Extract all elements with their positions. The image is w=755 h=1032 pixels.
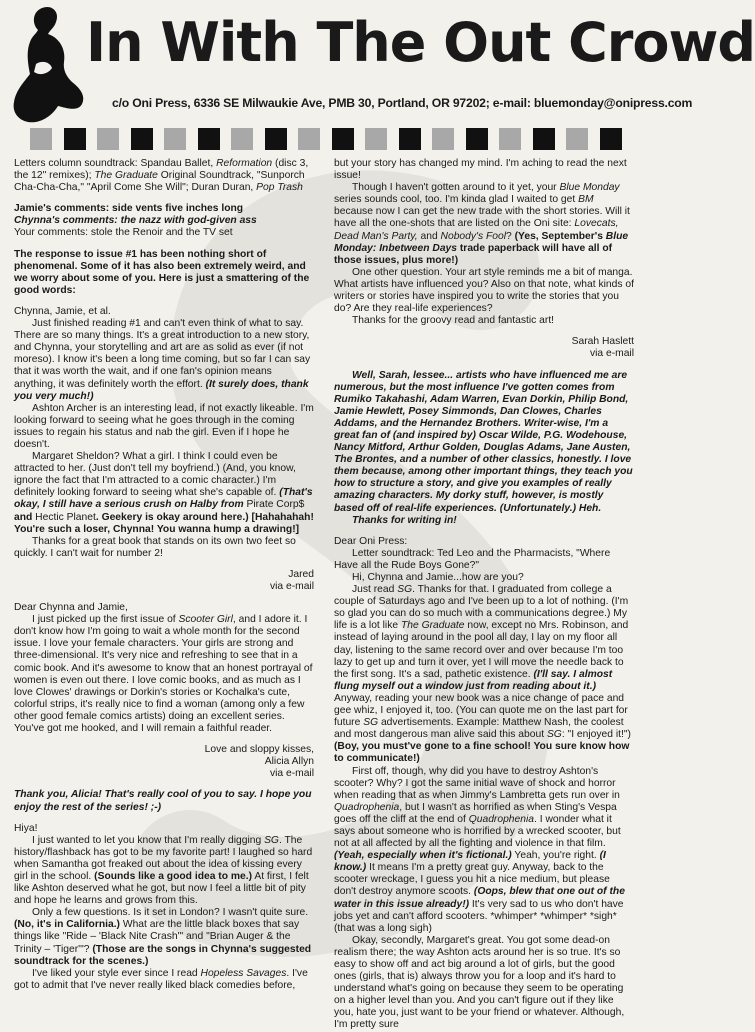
letter-paragraph: I just wanted to let you know that I'm really digging SG. The history/flashback has got to be my favorite part! I laughed so hard when Samantha got freaked out about the idea of kissing every girl in the school. (Sounds like a good idea to me.) At first, I felt like Ashton deserved what he got, but now I feel a little bit of pity and hope he learns and grows from this.: [14, 834, 313, 907]
letter-paragraph: Though I haven't gotten around to it yet, your Blue Monday series sounds cool, too. I'm kinda glad I waited to get BM because now I can get the new trade with the short stories. Will it have all the one-shots that are listed on the Oni site: Lovecats, Dead Man's Party, and Nobody's Fool? (Yes, September's Blue Monday: Inbetween Days trade paperback will have all of those issues, plus more!): [334, 182, 630, 266]
letter-paragraph: Only a few questions. Is it set in London? I wasn't quite sure. (No, it's in California.) What are the little black boxes that say things like "Ride – 'Black Nite Crash'" and "Brian Auger & the Trinity – 'Tiger'"? (Those are the songs in Chynna's suggested soundtrack for the scenes.): [14, 907, 312, 967]
letter-paragraph: Just finished reading #1 and can't even think of what to say. There are so many things. It's a great introduction to a new story, and Chynna, your storytelling and art are as solid as ever (if not moreso). I know it's been a long time coming, but so far I can say that it was worth the wait, and if one fan's opinion means anything, it was definitely worth the effort. (It surely does, thank you very much!): [14, 318, 311, 402]
left-column: [14, 158, 314, 992]
divider-square: [432, 128, 454, 150]
jamie-comments: Jamie's comments: side vents five inches long: [14, 203, 244, 215]
seated-figure-logo-icon: [6, 4, 88, 126]
letter-paragraph: Thanks for a great book that stands on its own two feet so quickly. I can't wait for number 2!: [14, 535, 296, 559]
divider-square: [30, 128, 52, 150]
letter-paragraph: Just read SG. Thanks for that. I graduated from college a couple of Saturdays ago and I've been up to a lot of nothing. (I'm so glad you can do so much with a communications degree.) My life is a lot like The Graduate now, except no Mrs. Robinson, and instead of laying around in the pool all day, I lay on my floor all day, listening to the same record over and over because I'm too lazy to get up and turn it over, yet I will move the needle back to the first song. It's a sad, pathetic existence. (I'll say. I almost flung myself out a window just from reading about it.) Anyway, reading your new book was a nice change of pace and gee whiz, I enjoyed it, too. (You can quote me on the last part for future SG advertisements. Example: Matthew Nash, the coolest and most dangerous man alive said this about SG: "I enjoyed it!") (Boy, you must've gone to a fine school! You sure know how to communicate!): [334, 584, 631, 765]
letter-paragraph: I just picked up the first issue of Scooter Girl, and I adore it. I don't know how I'm going to wait a whole month for the second issue. I love your female characters. Your girls are strong and three-dimensional. It's very nice and refreshing to see that in a comic book. And it's awesome to know that an honest portrayal of women is even out there. I love comic books, and as much as I love Clowes' drawings or Dorkin's stories or Kochalka's cute, colorful strips, it's really nice to find a woman (among only a few other good female comics artists) doing an excellent series. You've got me hooked, and I will remain a faithful reader.: [14, 614, 313, 735]
chynna-comments: Chynna's comments: the nazz with god-given ass: [14, 215, 257, 227]
signature-via: via e-mail: [589, 348, 634, 360]
divider-square: [566, 128, 588, 150]
letter-paragraph: Hi, Chynna and Jamie...how are you?: [352, 572, 524, 583]
divider-square: [533, 128, 555, 150]
letter-soundtrack: Letter soundtrack: Ted Leo and the Pharmacists, "Where Have all the Rude Boys Gone?": [334, 547, 611, 571]
editor-reply-thanks: Thanks for writing in!: [352, 514, 457, 526]
editor-reply: Thank you, Alicia! That's really cool of you to say. I hope you enjoy the rest of the series! ;-): [14, 789, 312, 813]
letter-paragraph: First off, though, why did you have to destroy Ashton's scooter? Why? I got the same initial wave of shock and horror when reading that as when Jimmy's Lambretta gets run over in Quadrophenia, but I wasn't as horrified as when Sting's Vespa goes off the cliff at the end of Quadrophenia. I wonder what it says about someone who is horrified by a wrecked scooter, but not at all affected by all the fighting and violence in that film. (Yeah, especially when it's fictional.) Yeah, you're right. (I know.) It means I'm a pretty great guy. Anyway, back to the scooter wreckage, I guess you hit a nice medium, but please don't destroy anymore scoots. (Oops, blew that one out of the water in this issue already!) It's very sad to us who don't have jobs yet and can't afford scooters. *whimper* *whimper* *sigh* (that was a long sigh): [334, 765, 625, 934]
signature-name: Alicia Allyn: [264, 756, 314, 768]
divider-square: [97, 128, 119, 150]
letter-salutation: Hiya!: [14, 822, 38, 834]
letter-salutation: Dear Chynna and Jamie,: [14, 602, 128, 614]
right-column: [334, 158, 634, 1032]
letter-paragraph: Ashton Archer is an interesting lead, if not exactly likeable. I'm looking forward to seeing what he goes through in the coming issues to regain his status and nab the girl. Even if I hope he doesn't.: [14, 402, 314, 450]
divider-square: [332, 128, 354, 150]
letter-paragraph: Margaret Sheldon? What a girl. I think I could even be attracted to her. (Just don't tell my boyfriend.) (And, you know, ignore the fact that I'm attracted to a comic character.) I'm definitely looking forward to seeing what she's capable of. (That's okay, I still have a serious crush on Halby from Pirate Corp$ and Hectic Planet. Geekery is okay around here.) [Hahahahah! You're such a loser, Chynna! You wanna hump a drawing!]: [14, 451, 314, 535]
letter-salutation: Chynna, Jamie, et al.: [14, 305, 111, 317]
letter-paragraph: Thanks for the groovy read and fantastic art!: [352, 315, 555, 327]
divider-square: [466, 128, 488, 150]
letter-paragraph: but your story has changed my mind. I'm aching to read the next issue!: [334, 158, 627, 182]
divider-square: [231, 128, 253, 150]
your-comments: Your comments: stole the Renoir and the TV set: [14, 227, 233, 239]
divider-square: [298, 128, 320, 150]
editor-reply: Well, Sarah, lessee... artists who have influenced me are numerous, but the most influence I've gotten comes from Rumiko Takahashi, Adam Warren, Evan Dorkin, Philip Bond, Jamie Hewlett, Posey Simmonds, Dan Clowes, Charles Addams, and the Hernandez Brothers. Writer-wise, I'm a great fan of (and inspired by) Oscar Wilde, P.G. Wodehouse, Nancy Mitford, Arthur Golden, Douglas Adams, Jane Austen, The Brontes, and a number of other classics, honestly. I love them because, among other important things, they teach you how to structure a story, and give you examples of really amazing characters. My dorky stuff, however, is mostly based off of real-life experiences. (Unfortunately.) Heh.: [334, 369, 633, 514]
page-title: In With The Out Crowd: [86, 11, 755, 74]
intro-paragraph: The response to issue #1 has been nothing short of phenomenal. Some of it has also been extremely weird, and we worry about some of you. Here is just a smattering of the good words:: [14, 248, 310, 296]
signature-via: via e-mail: [269, 768, 314, 780]
divider-square: [399, 128, 421, 150]
soundtrack-line: Letters column soundtrack: Spandau Ballet, Reformation (disc 3, the 12" remixes); The Graduate Original Soundtrack, "Sunporch Cha-Cha-Cha," "April Come She Will"; Duran Duran, Pop Trash: [14, 158, 309, 194]
divider-square: [600, 128, 622, 150]
letter-salutation: Dear Oni Press:: [334, 535, 408, 547]
divider-square: [265, 128, 287, 150]
divider-square: [164, 128, 186, 150]
signature-closing: Love and sloppy kisses,: [204, 744, 314, 756]
divider-square: [499, 128, 521, 150]
signature-name: Sarah Haslett: [571, 336, 634, 348]
signature-name: Jared: [288, 568, 314, 580]
letter-paragraph: Okay, secondly, Margaret's great. You got some dead-on realism there; the way Ashton acts around her is so true. It's so easy to show off and act big around a lot of girls, but the good ones (girls, that is) always throw you for a loop and it's hard to understand what's going on because they seem to be operating on a higher level than you. And you can't figure out if they like you, hate you, just want to be your friend or whatever. Although, I'm pretty sure: [334, 934, 625, 1031]
divider-square: [198, 128, 220, 150]
letter-paragraph: I've liked your style ever since I read Hopeless Savages. I've got to admit that I've never really liked black comedies before,: [14, 967, 308, 991]
divider-square: [64, 128, 86, 150]
letter-paragraph: One other question. Your art style reminds me a bit of manga. What artists have influenced you? Also on that note, what kinds of writers or stories have inspired you to write the stories that you do? Are they real-life experiences?: [334, 266, 634, 315]
divider-square: [131, 128, 153, 150]
divider-square: [365, 128, 387, 150]
header: [0, 0, 755, 150]
square-divider: [30, 128, 622, 152]
signature-via: via e-mail: [269, 581, 314, 592]
contact-address: c/o Oni Press, 6336 SE Milwaukie Ave, PMB 30, Portland, OR 97202; e-mail: bluemonday@onipress.com: [112, 96, 693, 110]
